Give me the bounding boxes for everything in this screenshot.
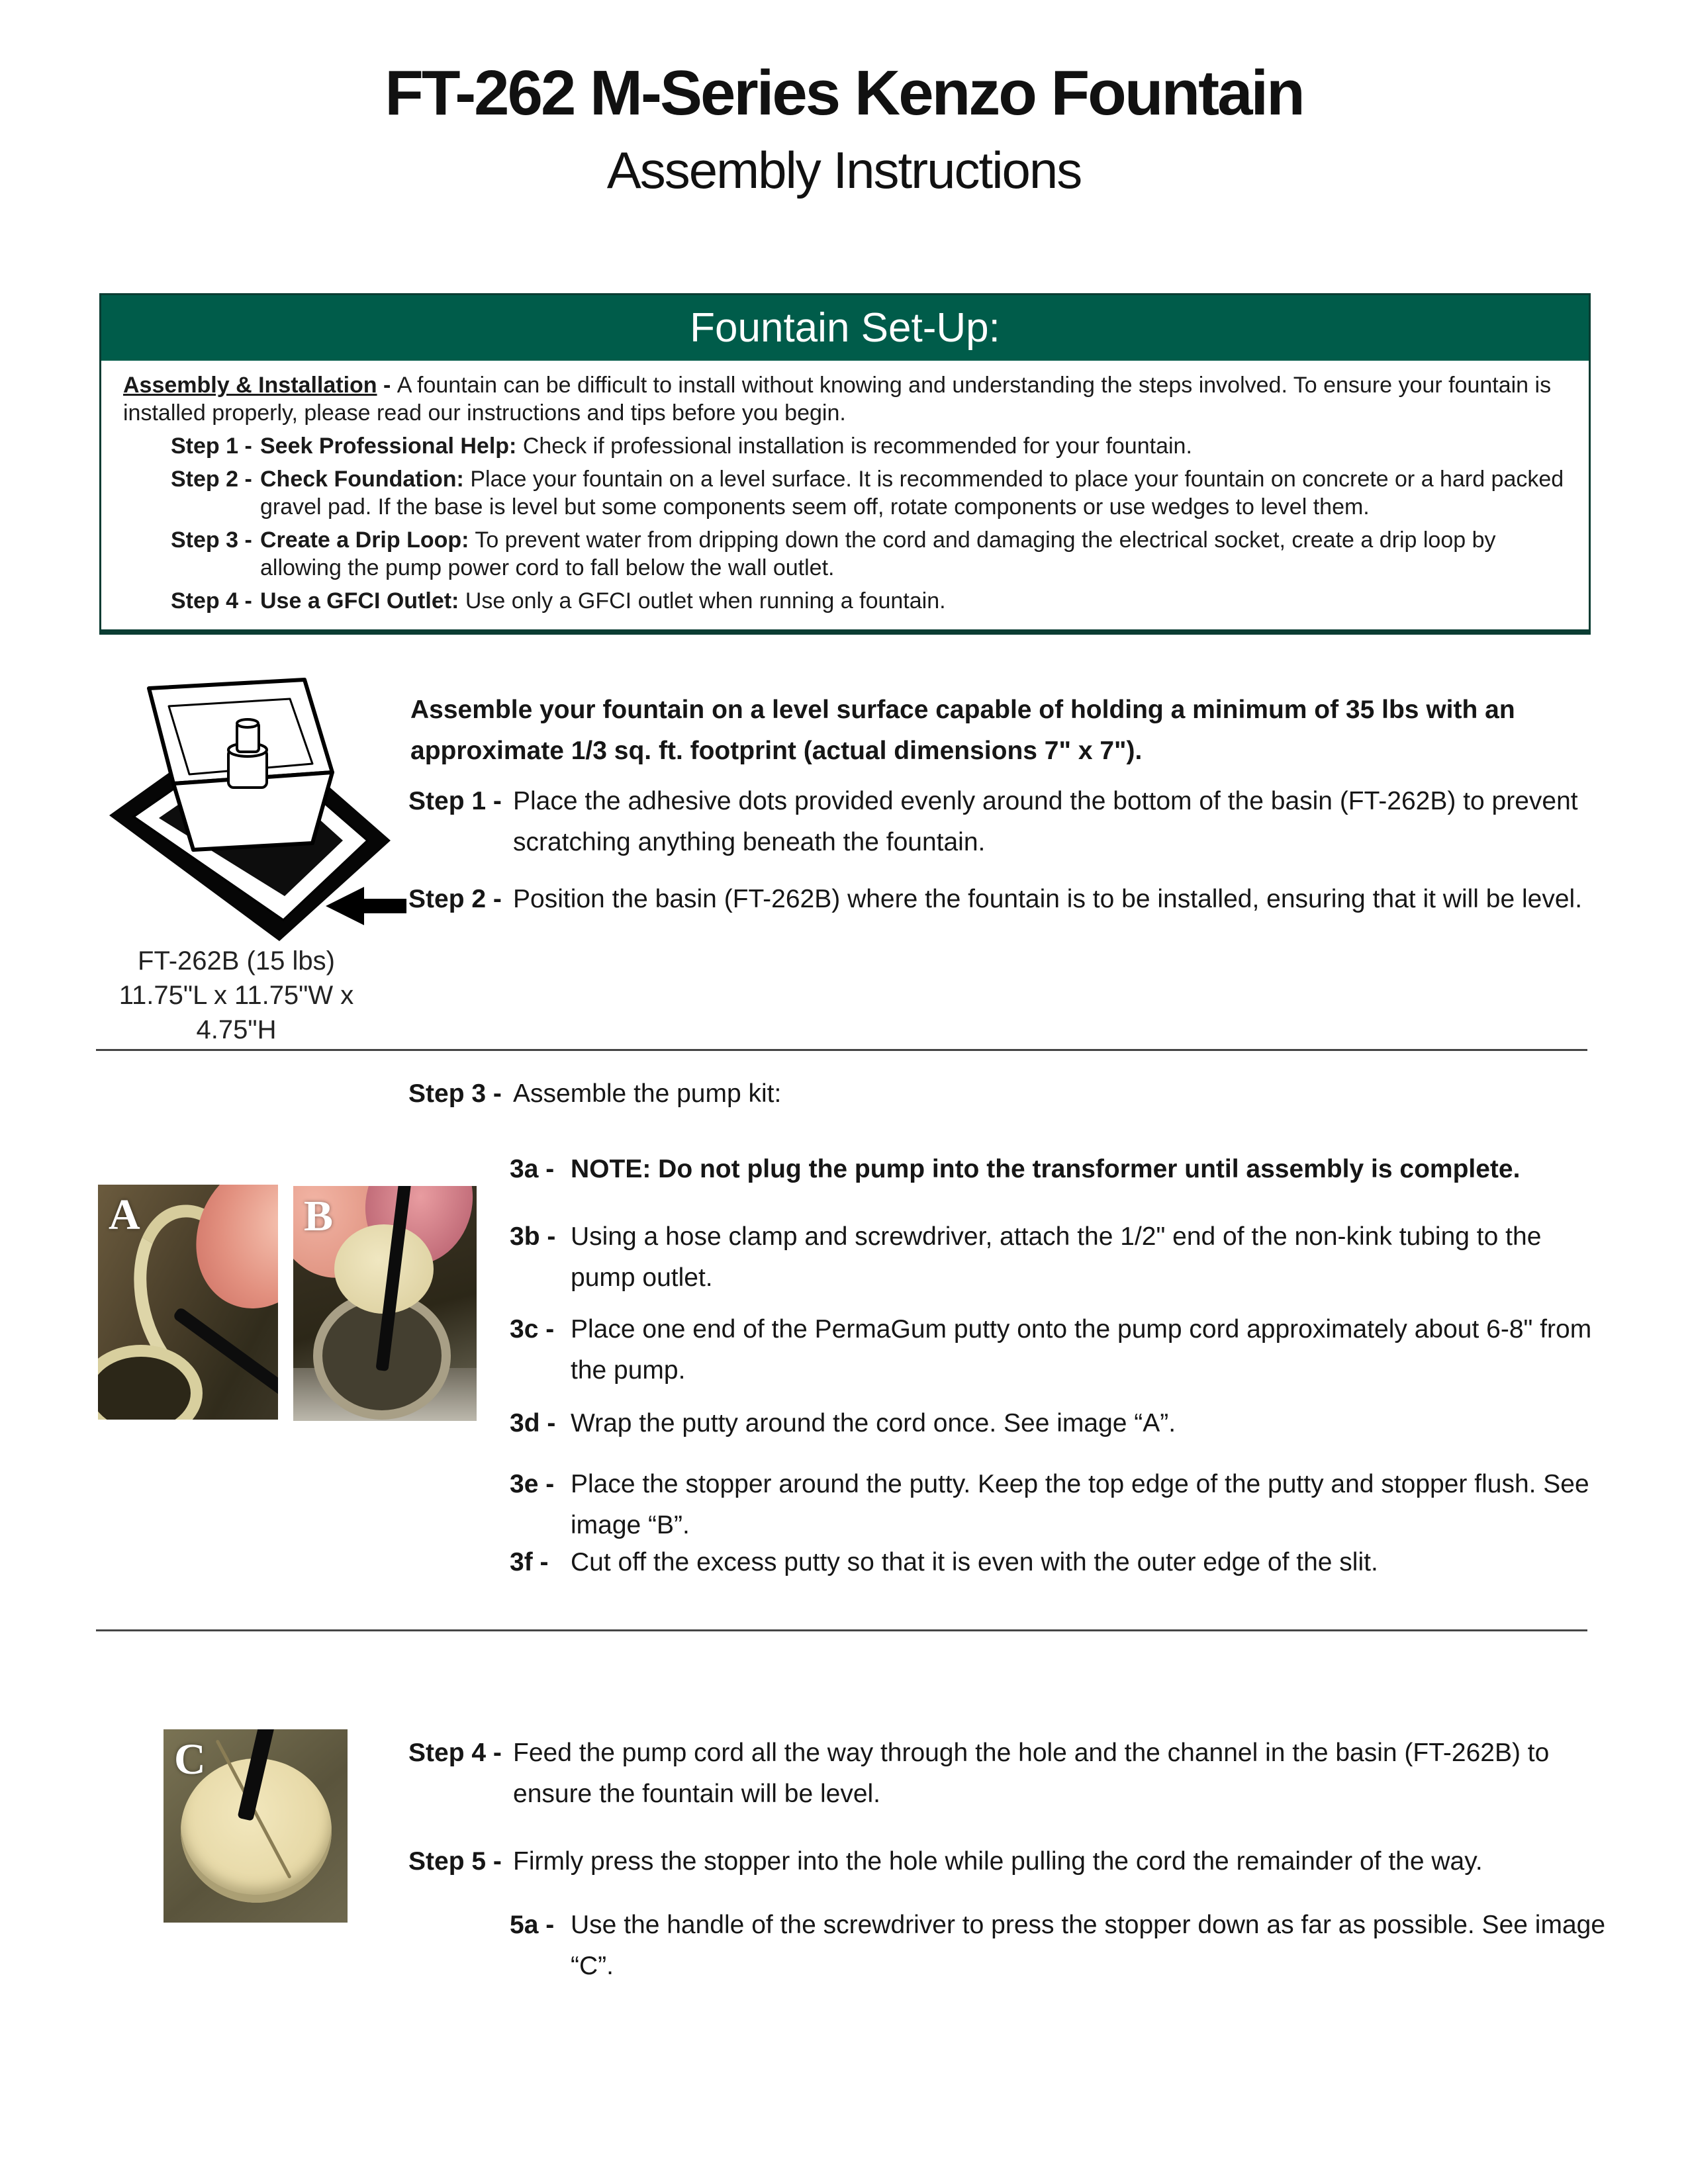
substep-3d [408,1403,1607,1444]
substep-3c-label: 3c - [510,1315,555,1343]
setup-intro-label: Assembly & Installation [123,373,377,398]
basin-caption-dimensions: 11.75"L x 11.75"W x 4.75"H [118,981,354,1044]
assembly-step-2-label: Step 2 - [408,885,502,913]
basin-caption-model: FT-262B (15 lbs) [138,946,335,976]
final-step-4-label: Step 4 - [408,1739,502,1767]
photo-b-label: B [304,1192,334,1240]
substep-3d-text: Wrap the putty around the cord once. See image “A”. [571,1409,1176,1437]
setup-step-2 [123,465,1569,521]
substep-3b [408,1216,1607,1298]
assembly-step-1 [408,781,1600,863]
substep-3e-text: Place the stopper around the putty. Keep the top edge of the putty and stopper flush. See image “B”. [571,1470,1589,1539]
setup-step-3 [123,526,1569,582]
setup-step-4 [123,587,1569,615]
photo-a [98,1185,278,1420]
section-divider-2 [96,1629,1587,1631]
setup-step-4-label: Step 4 - [171,588,252,614]
substep-3a-label: 3a - [510,1155,555,1183]
substep-3b-label: 3b - [510,1222,556,1251]
setup-step-2-heading: Check Foundation: [260,467,464,492]
substep-5a-label: 5a - [510,1911,555,1939]
setup-step-3-label: Step 3 - [171,527,252,553]
substep-3d-label: 3d - [510,1409,556,1437]
substep-3f-text: Cut off the excess putty so that it is even with the outer edge of the slit. [571,1548,1378,1576]
page-subtitle: Assembly Instructions [606,141,1082,199]
photo-c [164,1729,348,1923]
substep-3e [408,1464,1607,1546]
final-step-4-text: Feed the pump cord all the way through the hole and the channel in the basin (FT-262B) to ensure the fountain will be level. [513,1739,1550,1808]
setup-box-header: Fountain Set-Up: [101,295,1589,361]
left-arrow-icon [326,886,406,927]
setup-step-1-label: Step 1 - [171,433,252,459]
setup-intro-text: A fountain can be difficult to install without knowing and understanding the steps involved. To ensure your fountain is installed properly, please read our instructions and tips before you begin. [123,373,1552,426]
assembly-step-2 [408,879,1600,920]
assembly-step-1-text: Place the adhesive dots provided evenly around the bottom of the basin (FT-262B) to prevent scratching anything beneath the fountain. [513,787,1578,856]
basin-caption [78,944,395,1047]
photo-b [293,1186,477,1421]
substep-3a-text: NOTE: Do not plug the pump into the transformer until assembly is complete. [571,1155,1521,1183]
assembly-step-2-text: Position the basin (FT-262B) where the fountain is to be installed, ensuring that it will be level. [513,885,1583,913]
setup-intro [123,371,1569,427]
setup-intro-separator: - [377,373,397,398]
pump-kit-heading [408,1073,1600,1115]
pump-kit-heading-text: Assemble the pump kit: [513,1079,782,1108]
setup-step-1 [123,432,1569,460]
substep-3e-label: 3e - [510,1470,555,1498]
photo-a-label: A [109,1191,140,1239]
final-step-5 [408,1841,1600,1882]
section-divider-1 [96,1049,1587,1051]
page-title: FT-262 M-Series Kenzo Fountain [385,58,1303,128]
setup-step-1-heading: Seek Professional Help: [260,433,517,459]
setup-step-3-text: To prevent water from dripping down the cord and damaging the electrical socket, create a drip loop by allowing the pump power cord to fall below the wall outlet. [260,527,1496,580]
substep-3c [408,1309,1607,1391]
final-step-4 [408,1733,1600,1815]
substep-5a [408,1905,1607,1987]
setup-step-4-heading: Use a GFCI Outlet: [260,588,459,614]
substep-3f-label: 3f - [510,1548,549,1576]
setup-step-2-text: Place your fountain on a level surface. It is recommended to place your fountain on concrete or a hard packed gravel pad. If the base is level but some components seem off, rotate components or use wedges to level them. [260,467,1564,520]
setup-box-body [101,361,1589,629]
pump-kit-heading-label: Step 3 - [408,1079,502,1108]
photo-c-label: C [174,1735,206,1784]
final-step-5-text: Firmly press the stopper into the hole while pulling the cord the remainder of the way. [513,1847,1483,1876]
substep-3a [408,1149,1607,1190]
final-step-5-label: Step 5 - [408,1847,502,1876]
setup-box [99,293,1591,635]
substep-3f [408,1542,1607,1583]
setup-step-1-text: Check if professional installation is recommended for your fountain. [516,433,1192,459]
assembly-step-1-label: Step 1 - [408,787,502,815]
substep-3c-text: Place one end of the PermaGum putty onto the pump cord approximately about 6-8" from the pump. [571,1315,1592,1385]
substep-5a-text: Use the handle of the screwdriver to press the stopper down as far as possible. See image “C”. [571,1911,1606,1980]
setup-step-3-heading: Create a Drip Loop: [260,527,469,553]
setup-step-4-text: Use only a GFCI outlet when running a fountain. [459,588,946,614]
assembly-intro: Assemble your fountain on a level surface capable of holding a minimum of 35 lbs with an approximate 1/3 sq. ft. footprint (actual dimensions 7" x 7"). [410,696,1515,765]
setup-step-2-label: Step 2 - [171,467,252,492]
substep-3b-text: Using a hose clamp and screwdriver, attach the 1/2" end of the non-kink tubing to the pump outlet. [571,1222,1542,1292]
